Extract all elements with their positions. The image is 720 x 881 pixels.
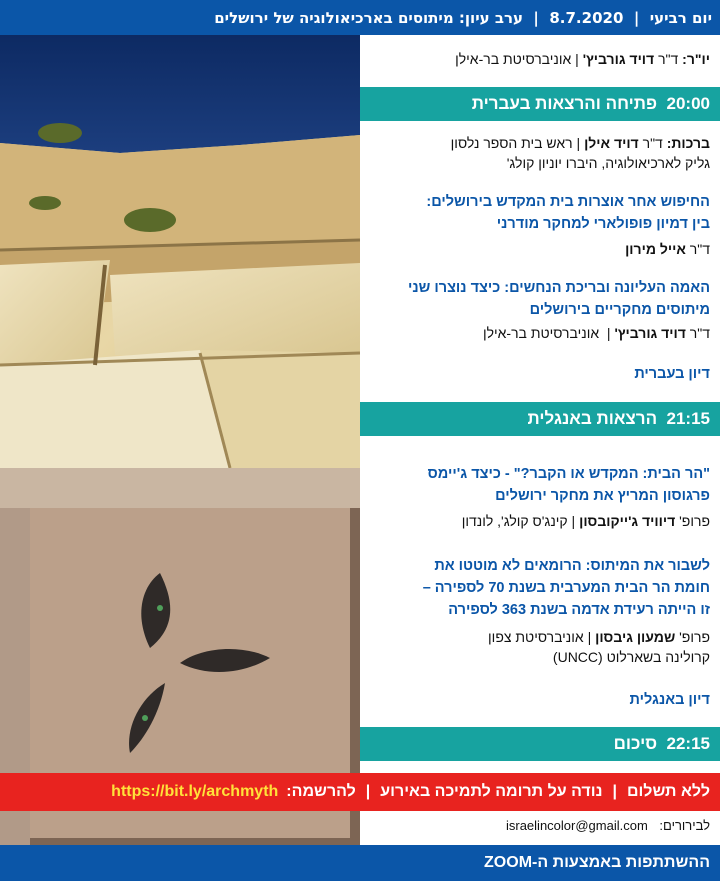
- donation-note: נודה על תרומה לתמיכה באירוע: [380, 783, 603, 800]
- greeting-name: דויד אילן: [584, 135, 639, 151]
- chair-name: דויד גורביץ': [582, 51, 655, 67]
- talk-title-temple-treasures: החיפוש אחר אוצרות בית המקדש בירושלים: בין דמיון פופולארי למחקר מודרני: [426, 194, 710, 232]
- section-heading-opening: 20:00 פתיחה והרצאות בעברית: [360, 87, 720, 121]
- header-text: יום רביעי | 8.7.2020 | ערב עיון: מיתוסים בארכיאולוגיה של ירושלים: [214, 8, 712, 27]
- program-column: [360, 35, 720, 845]
- section-heading-summary: 22:15 סיכום: [360, 727, 720, 761]
- chair-line: יו"ר: ד"ר דויד גורביץ' | אוניברסיטת בר-אילן: [455, 51, 710, 67]
- talk-speaker-miron: ד"ר אייל מירון: [625, 241, 710, 257]
- free-admission: ללא תשלום: [626, 783, 710, 800]
- talk-speaker-gurevich: ד"ר דויד גורביץ' | אוניברסיטת בר-אילן: [482, 325, 710, 341]
- talk-title-earthquake: לשבור את המיתוס: הרומאים לא מוטטו את חומת הר הבית המערבית בשנת 70 לספירה – זו הייתה רעידת אדמה בשנת 363 לספירה: [422, 558, 710, 618]
- greeting-role-line: גליק לארכיאולוגיה, היברו יוניון קולג': [506, 155, 710, 171]
- registration-bar: ללא תשלום | נודה על תרומה לתמיכה באירוע | להרשמה: https://bit.ly/archmyth: [0, 773, 720, 811]
- photo-column: [0, 35, 360, 845]
- contact-email[interactable]: israelincolor@gmail.com: [505, 818, 648, 833]
- discussion-english: דיון באנגלית: [629, 692, 710, 708]
- greeting-line: ברכות: ד"ר דויד אילן | ראש בית הספר נלסון: [450, 135, 710, 151]
- footer-bar: [0, 845, 720, 881]
- talk-speaker-jacobson: פרופ' דיוויד ג'ייקובסון | קינג'ס קולג', לונדון: [461, 513, 710, 529]
- contact-line: לבירורים: israelincolor@gmail.com: [505, 818, 710, 833]
- discussion-hebrew: דיון בעברית: [634, 366, 710, 382]
- registration-label: להרשמה:: [286, 783, 356, 800]
- talk-affiliation-unc: קרולינה בשארלוט (UNCC): [552, 649, 710, 665]
- talk-speaker-gibson: פרופ' שמעון גיבסון | אוניברסיטת צפון: [488, 629, 710, 645]
- talk-title-fergusson: "הר הבית: המקדש או הקבר?" - כיצד ג'יימס פרגוסון המריץ את מחקר ירושלים: [427, 466, 710, 504]
- talk-title-aqueduct: האמה העליונה ובריכת הנחשים: כיצד נוצרו שני מיתוסים מחקריים בירושלים: [408, 280, 710, 318]
- registration-link[interactable]: https://bit.ly/archmyth: [111, 783, 279, 800]
- western-wall-photo: [0, 35, 360, 468]
- header-bar: [0, 0, 720, 35]
- chair-affiliation: | אוניברסיטת בר-אילן: [455, 51, 579, 67]
- section-heading-english: 21:15 הרצאות באנגלית: [360, 402, 720, 436]
- chair-label: יו"ר:: [682, 51, 710, 67]
- footer-text: ההשתתפות באמצעות ה-ZOOM: [484, 854, 710, 871]
